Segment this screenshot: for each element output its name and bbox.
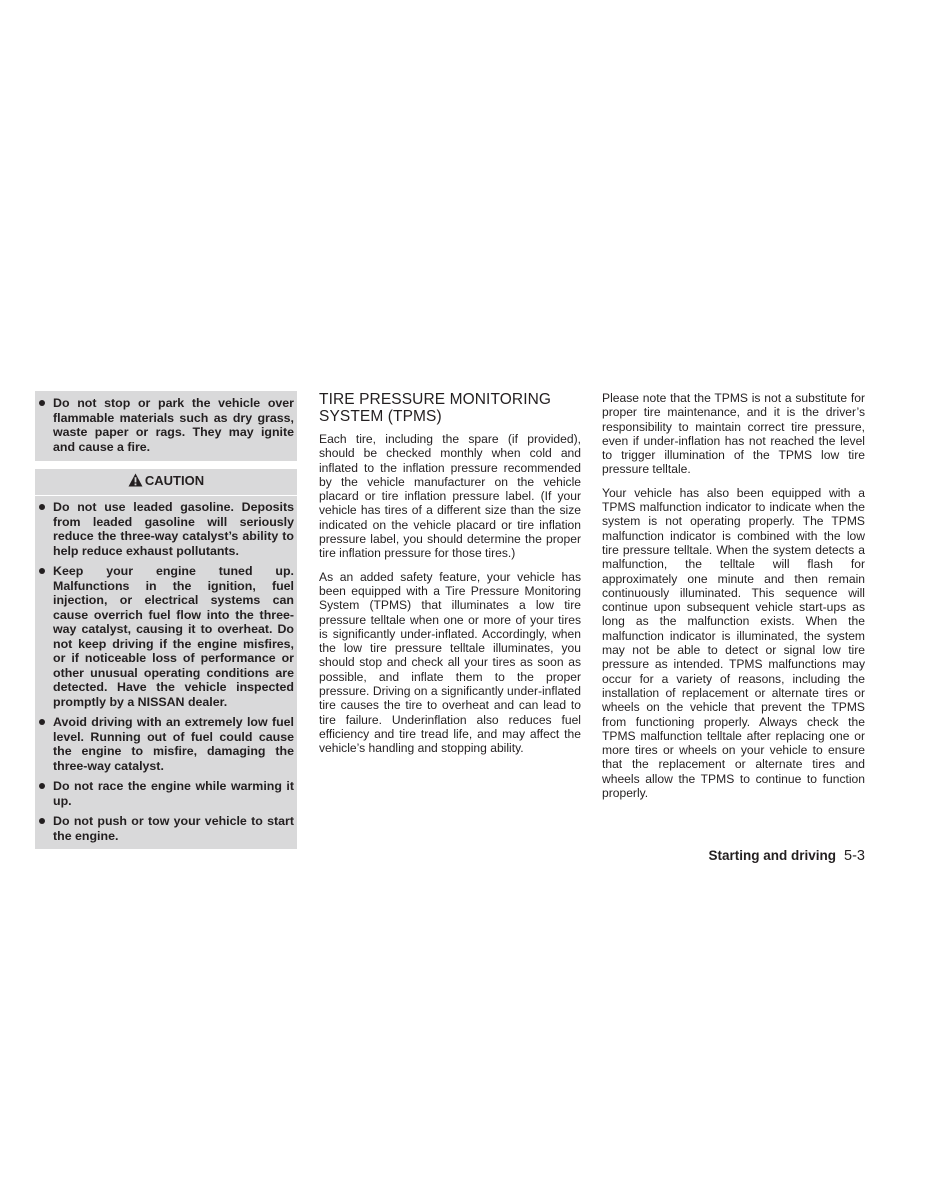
page-footer bbox=[602, 848, 865, 864]
warning-item-text: Do not stop or park the vehicle over flammable materials such as dry grass, waste paper or rags. They may ignite and cause a fire. bbox=[53, 396, 294, 454]
caution-box bbox=[35, 496, 297, 849]
paragraph: Each tire, including the spare (if provided), should be checked monthly when cold and inflated to the inflation pressure recommended by the vehicle manufacturer on the vehicle placard or tire inflation pressure label. (If your vehicle has tires of a different size than the size indicated on the vehicle placard or tire inflation pressure label, you should determine the proper tire inflation pressure for those tires.) bbox=[319, 432, 581, 561]
paragraph: Your vehicle has also been equipped with a TPMS malfunction indicator to indicate when the system is not operating properly. The TPMS malfunction indicator is combined with the low tire pressure telltale. When the system detects a malfunction, the telltale will flash for approximately one minute and then remain continuously illuminated. This sequence will continue upon subsequent vehicle start-ups as long as the malfunction exists. When the malfunction indicator is illuminated, the system may not be able to detect or signal low tire pressure as intended. TPMS malfunctions may occur for a variety of reasons, including the installation of replacement or alternate tires or wheels on the vehicle that prevent the TPMS from functioning properly. Always check the TPMS malfunction telltale after replacing one or more tires or wheels on your vehicle to ensure that the replacement or alternate tires and wheels allow the TPMS to continue to function properly. bbox=[602, 485, 865, 801]
bullet-dot-icon bbox=[39, 818, 45, 824]
bullet-dot-icon bbox=[39, 400, 45, 406]
left-column bbox=[35, 391, 297, 849]
section-title: TIRE PRESSURE MONITORING SYSTEM (TPMS) bbox=[319, 391, 552, 425]
caution-item-text: Do not use leaded gasoline. Deposits from leaded gasoline will seriously reduce the three-way catalyst’s ability to help reduce exhaust pollutants. bbox=[53, 500, 294, 558]
caution-item-text: Do not race the engine while warming it up. bbox=[53, 779, 294, 808]
warning-triangle-icon bbox=[128, 473, 143, 491]
page-number: 5-3 bbox=[844, 848, 865, 864]
bullet-dot-icon bbox=[39, 504, 45, 510]
caution-label: CAUTION bbox=[144, 473, 205, 488]
list-item bbox=[38, 396, 294, 454]
paragraph: As an added safety feature, your vehicle has been equipped with a Tire Pressure Monitoring System (TPMS) that illuminates a low tire pressure telltale when one or more of your tires is significantly under-inflated. Accordingly, when the low tire pressure telltale illuminates, you should stop and check all your tires as soon as possible, and inflate them to the proper pressure. Driving on a significantly under-inflated tire causes the tire to overheat and can lead to tire failure. Underinflation also reduces fuel efficiency and tire tread life, and may affect the vehicle’s handling and stopping ability. bbox=[319, 569, 581, 756]
caution-item-text: Keep your engine tuned up. Malfunctions in the ignition, fuel injection, or electrical systems can cause overrich fuel flow into the three-way catalyst, causing it to overheat. Do not keep driving if the engine misfires, or if noticeable loss of performance or other unusual operating conditions are detected. Have the vehicle inspected promptly by a NISSAN dealer. bbox=[53, 564, 294, 709]
caution-item-text: Do not push or tow your vehicle to start the engine. bbox=[53, 814, 294, 843]
list-item bbox=[38, 715, 294, 773]
caution-item-text: Avoid driving with an extremely low fuel level. Running out of fuel could cause the engine to misfire, damaging the three-way catalyst. bbox=[53, 715, 294, 773]
warning-box bbox=[35, 391, 297, 461]
caution-header bbox=[35, 469, 297, 496]
list-item bbox=[38, 814, 294, 843]
warning-list bbox=[38, 396, 294, 454]
list-item bbox=[38, 500, 294, 558]
caution-list bbox=[38, 500, 294, 843]
bullet-dot-icon bbox=[39, 783, 45, 789]
list-item bbox=[38, 564, 294, 709]
list-item bbox=[38, 779, 294, 808]
footer-section-name: Starting and driving bbox=[708, 848, 837, 863]
right-column bbox=[602, 391, 865, 809]
bullet-dot-icon bbox=[39, 568, 45, 574]
paragraph: Please note that the TPMS is not a substitute for proper tire maintenance, and it is the driver’s responsibility to maintain correct tire pressure, even if under-inflation has not reached the level to trigger illumination of the TPMS low tire pressure telltale. bbox=[602, 391, 865, 477]
middle-column bbox=[319, 391, 581, 765]
bullet-dot-icon bbox=[39, 719, 45, 725]
